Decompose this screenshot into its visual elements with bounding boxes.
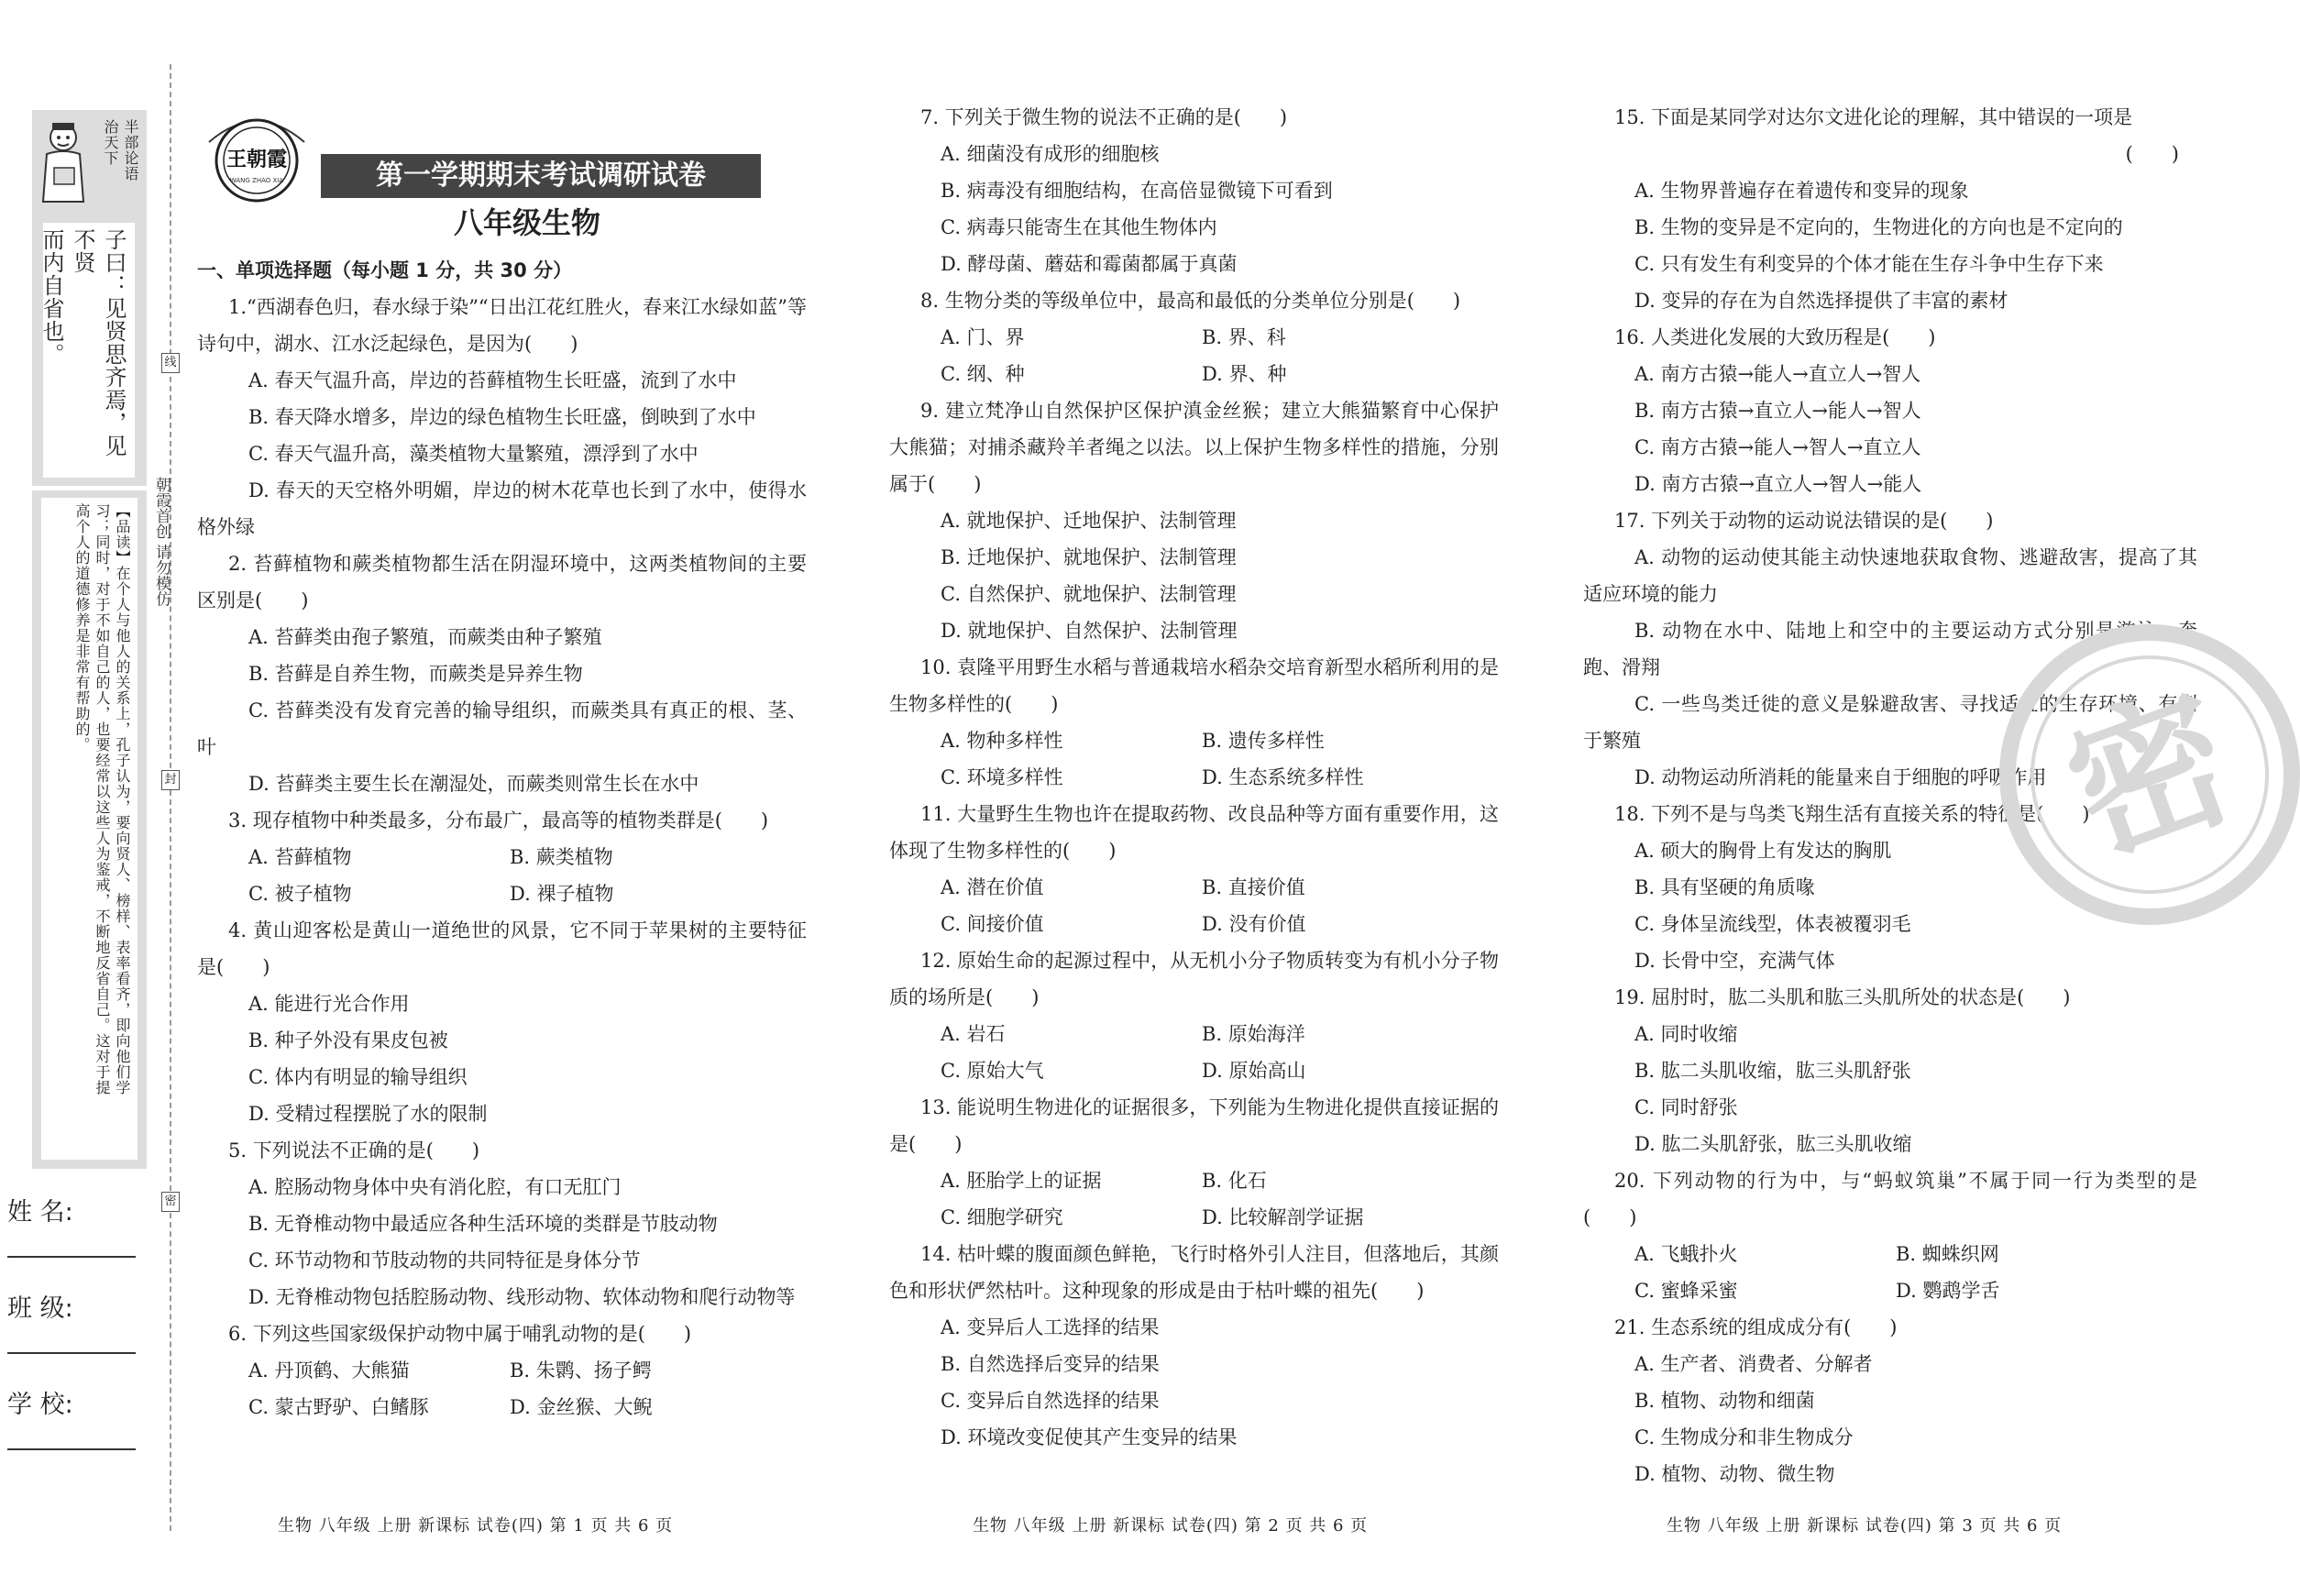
- option-text: D. 环境改变促使其产生变异的结果: [941, 1426, 1238, 1448]
- option-text: A. 就地保护、迁地保护、法制管理: [941, 510, 1237, 532]
- option-text: D. 南方古猿→直立人→智人→能人: [1634, 473, 1922, 495]
- question-stem: 15. 下面是某同学对达尔文进化论的理解，其中错误的一项是: [1614, 106, 2133, 128]
- option-text: C. 只有发生有利变异的个体才能在生存斗争中生存下来: [1634, 253, 2104, 275]
- option-row: [889, 906, 1499, 942]
- seal-label-seal: 封: [161, 770, 180, 790]
- option-text: D. 苔藓类主要生长在潮湿处，而蕨类则常生长在水中: [248, 773, 699, 795]
- option-row: [889, 1052, 1499, 1089]
- question-column-1: [197, 252, 807, 1425]
- option-text: A. 细菌没有成形的细胞核: [941, 143, 1160, 165]
- scholar-illustration: [38, 117, 93, 209]
- option-text: B. 春天降水增多，岸边的绿色植物生长旺盛，倒映到了水中: [248, 406, 756, 428]
- svg-text:WANG ZHAO XIA: WANG ZHAO XIA: [229, 177, 284, 184]
- option-label: C. 一些鸟类迁徙的意义是躲避敌害、寻找适宜的生存环境、有利于繁殖: [1583, 693, 2197, 752]
- question-stem: 20. 下列动物的行为中，与“蚂蚁筑巢”不属于同一行为类型的是( ): [1583, 1170, 2197, 1228]
- option-row: [197, 875, 807, 912]
- class-underline: [7, 1352, 136, 1354]
- svg-text:密: 密: [2045, 664, 2255, 888]
- svg-text:王朝霞: 王朝霞: [226, 148, 288, 171]
- option-row: [197, 1389, 807, 1425]
- option-text: B. 具有坚硬的角质喙: [1634, 876, 1815, 898]
- option-text: C. 间接价值: [941, 913, 1044, 935]
- question-stem: 16. 人类进化发展的大致历程是( ): [1614, 326, 1936, 348]
- option-text: [197, 472, 807, 545]
- option-text: D. 界、种: [1202, 363, 1287, 385]
- option-text: D. 裸子植物: [510, 883, 614, 905]
- option-text: D. 金丝猴、大鲵: [510, 1396, 653, 1418]
- question-stem: 5. 下列说法不正确的是( ): [228, 1139, 480, 1161]
- quote-panel: [32, 215, 147, 486]
- option-text: D. 变异的存在为自然选择提供了丰富的素材: [1634, 290, 2008, 312]
- option-text: B. 肱二头肌收缩，肱三头肌舒张: [1634, 1060, 1911, 1082]
- option-text: B. 自然选择后变异的结果: [941, 1353, 1160, 1375]
- option-text: C. 南方古猿→能人→智人→直立人: [1634, 436, 1921, 458]
- exam-subtitle: 八年级生物: [454, 205, 601, 240]
- option-text: C. 被子植物: [248, 883, 352, 905]
- quote-text: 子曰：见贤思齐焉，见不贤 而内自省也。: [43, 223, 135, 478]
- name-label: 姓 名:: [7, 1198, 73, 1227]
- option-text: B. 种子外没有果皮包被: [248, 1029, 448, 1051]
- option-text: C. 变异后自然选择的结果: [941, 1390, 1160, 1412]
- option-text: A. 苔藓类由孢子繁殖，而蕨类由种子繁殖: [248, 626, 602, 648]
- page-footer-1: 生物 八年级 上册 新课标 试卷(四) 第 1 页 共 6 页: [278, 1516, 674, 1535]
- question-stem: 3. 现存植物中种类最多，分布最广，最高等的植物类群是( ): [228, 809, 769, 831]
- question-stem: 7. 下列关于微生物的说法不正确的是( ): [920, 106, 1288, 128]
- option-text: A. 硕大的胸骨上有发达的胸肌: [1634, 840, 1892, 862]
- option-text: D. 没有价值: [1202, 913, 1306, 935]
- option-text: C. 同时舒张: [1634, 1096, 1738, 1118]
- option-text: C. 纲、种: [941, 363, 1025, 385]
- exam-title: 第一学期期末考试调研试卷: [321, 154, 761, 198]
- option-row: [889, 722, 1499, 759]
- name-underline: [7, 1256, 136, 1258]
- option-text: C. 环境多样性: [941, 766, 1063, 788]
- question-stem: 2. 苔藓植物和蕨类植物都生活在阴湿环境中，这两类植物间的主要区别是( ): [197, 553, 807, 611]
- option-text: B. 蜘蛛织网: [1896, 1243, 1999, 1265]
- option-text: D. 鹦鹉学舌: [1896, 1280, 2000, 1302]
- option-text: A. 飞蛾扑火: [1634, 1243, 1738, 1265]
- option-text: A. 变异后人工选择的结果: [941, 1316, 1160, 1338]
- question-stem: 13. 能说明生物进化的证据很多，下列能为生物进化提供直接证据的是( ): [889, 1096, 1499, 1155]
- option-text: A. 门、界: [941, 326, 1025, 348]
- option-text: D. 比较解剖学证据: [1202, 1206, 1364, 1228]
- question-stem: 12. 原始生命的起源过程中，从无机小分子物质转变为有机小分子物质的场所是( ): [889, 950, 1499, 1008]
- option-text: B. 朱鹮、扬子鳄: [510, 1359, 652, 1381]
- option-text: B. 化石: [1202, 1170, 1267, 1192]
- question-stem: 14. 枯叶蝶的腹面颜色鲜艳，飞行时格外引人注目，但落地后，其颜色和形状俨然枯叶。这种现象的形成是由于枯叶蝶的祖先( ): [889, 1243, 1499, 1302]
- question-stem: 21. 生态系统的组成成分有( ): [1614, 1316, 1898, 1338]
- option-text: C. 环节动物和节肢动物的共同特征是身体分节: [248, 1249, 641, 1271]
- question-stem: 4. 黄山迎客松是黄山一道绝世的风景，它不同于苹果树的主要特征是( ): [197, 919, 807, 978]
- option-text: B. 南方古猿→直立人→能人→智人: [1634, 400, 1921, 422]
- option-text: B. 蕨类植物: [510, 846, 613, 868]
- option-text: B. 原始海洋: [1202, 1023, 1305, 1045]
- option-text: A. 生物界普遍存在着遗传和变异的现象: [1634, 180, 1969, 202]
- option-text: B. 植物、动物和细菌: [1634, 1390, 1815, 1412]
- option-text: B. 迁地保护、就地保护、法制管理: [941, 546, 1237, 568]
- option-text: [197, 692, 807, 765]
- option-text: C. 蒙古野驴、白鳍豚: [248, 1396, 429, 1418]
- option-text: D. 动物运动所消耗的能量来自于细胞的呼吸作用: [1634, 766, 2047, 788]
- option-text: A. 同时收缩: [1634, 1023, 1738, 1045]
- question-stem: 8. 生物分类的等级单位中，最高和最低的分类单位分别是( ): [920, 290, 1461, 312]
- motto-panel: [32, 110, 147, 215]
- question-stem: 1.“西湖春色归，春水绿于染”“日出江花红胜火，春来江水绿如蓝”等诗句中，湖水、江水泛起绿色，是因为( ): [197, 296, 807, 355]
- option-text: C. 病毒只能寄生在其他生物体内: [941, 216, 1217, 238]
- option-text: A. 岩石: [941, 1023, 1006, 1045]
- seal-label-secret: 密: [161, 1192, 180, 1212]
- answer-bracket: ( ): [2125, 143, 2179, 165]
- option-text: D. 长骨中空，充满气体: [1634, 950, 1835, 972]
- option-text: A. 潜在价值: [941, 876, 1044, 898]
- option-text: C. 身体呈流线型，体表被覆羽毛: [1634, 913, 1911, 935]
- page-footer-3: 生物 八年级 上册 新课标 试卷(四) 第 3 页 共 6 页: [1667, 1516, 2063, 1535]
- option-text: C. 原始大气: [941, 1060, 1044, 1082]
- class-field[interactable]: [7, 1288, 136, 1324]
- section-heading: 一、单项选择题（每小题 1 分，共 30 分）: [197, 259, 573, 281]
- option-text: D. 植物、动物、微生物: [1634, 1463, 1835, 1485]
- name-field[interactable]: [7, 1192, 136, 1227]
- copyright-note: 朝霞首创 请勿模仿: [152, 477, 171, 607]
- option-row: [1583, 1236, 2197, 1272]
- option-text: B. 病毒没有细胞结构，在高倍显微镜下可看到: [941, 180, 1333, 202]
- question-stem: 19. 屈肘时，肱二头肌和肱三头肌所处的状态是( ): [1614, 986, 2071, 1008]
- option-text: B. 遗传多样性: [1202, 730, 1325, 752]
- option-text: A. 春天气温升高，岸边的苔藓植物生长旺盛，流到了水中: [248, 369, 737, 391]
- option-text: A. 丹顶鹤、大熊猫: [248, 1359, 410, 1381]
- option-row: [889, 869, 1499, 906]
- option-text: B. 生物的变异是不定向的，生物进化的方向也是不定向的: [1634, 216, 2123, 238]
- option-text: B. 界、科: [1202, 326, 1286, 348]
- option-label: D. 春天的天空格外明媚，岸边的树木花草也长到了水中，使得水格外绿: [197, 479, 807, 538]
- reading-text: 【品读】在个人与他人的关系上，孔子认为，要向贤人、榜样、表率看齐，即向他们学 习；同时，对于不如自己的人，也要经常以这些人为鉴戒，不断地反省自己。这对于提 高个人的道德修养是非常有帮助的。: [41, 498, 138, 1160]
- option-row: [889, 1162, 1499, 1199]
- option-text: A. 南方古猿→能人→直立人→智人: [1634, 363, 1921, 385]
- reading-panel: [32, 490, 147, 1169]
- school-underline: [7, 1448, 136, 1450]
- question-stem: 6. 下列这些国家级保护动物中属于哺乳动物的是( ): [228, 1323, 692, 1345]
- class-label: 班 级:: [7, 1294, 73, 1323]
- option-row: [889, 1016, 1499, 1052]
- question-stem: 17. 下列关于动物的运动说法错误的是( ): [1614, 510, 1994, 532]
- option-text: D. 酵母菌、蘑菇和霉菌都属于真菌: [941, 253, 1238, 275]
- option-row: [889, 759, 1499, 796]
- school-label: 学 校:: [7, 1391, 73, 1419]
- school-field[interactable]: [7, 1384, 136, 1420]
- option-text: A. 腔肠动物身体中央有消化腔，有口无肛门: [248, 1176, 622, 1198]
- option-text: C. 春天气温升高，藻类植物大量繁殖，漂浮到了水中: [248, 443, 699, 465]
- option-text: D. 生态系统多样性: [1202, 766, 1364, 788]
- question-stem: 18. 下列不是与鸟类飞翔生活有直接关系的特征是( ): [1614, 803, 2090, 825]
- option-text: B. 直接价值: [1202, 876, 1305, 898]
- option-text: A. 物种多样性: [941, 730, 1063, 752]
- option-text: [1583, 539, 2197, 612]
- option-text: D. 就地保护、自然保护、法制管理: [941, 620, 1238, 642]
- option-text: D. 原始高山: [1202, 1060, 1306, 1082]
- option-text: A. 能进行光合作用: [248, 993, 410, 1015]
- option-label: B. 动物在水中、陆地上和空中的主要运动方式分别是游泳、奔跑、滑翔: [1583, 620, 2197, 678]
- option-label: D. 无脊椎动物包括腔肠动物、线形动物、软体动物和爬行动物等: [248, 1286, 796, 1308]
- seal-line: [170, 64, 171, 1531]
- option-text: C. 细胞学研究: [941, 1206, 1063, 1228]
- motto-text: 半部论语 治天下: [102, 119, 139, 182]
- option-text: D. 肱二头肌舒张，肱三头肌收缩: [1634, 1133, 1912, 1155]
- option-text: [197, 1279, 807, 1315]
- question-stem: 11. 大量野生生物也许在提取药物、改良品种等方面有重要作用，这体现了生物多样性的( ): [889, 803, 1499, 862]
- option-row: [197, 839, 807, 875]
- option-row: [889, 1199, 1499, 1236]
- option-row: [889, 319, 1499, 356]
- question-stem: 10. 袁隆平用野生水稻与普通栽培水稻杂交培育新型水稻所利用的是生物多样性的( ): [889, 656, 1499, 715]
- option-text: D. 受精过程摆脱了水的限制: [248, 1103, 488, 1125]
- option-text: B. 苔藓是自养生物，而蕨类是异养生物: [248, 663, 583, 685]
- option-label: C. 苔藓类没有发育完善的输导组织，而蕨类具有真正的根、茎、叶: [197, 699, 807, 758]
- page-footer-2: 生物 八年级 上册 新课标 试卷(四) 第 2 页 共 6 页: [973, 1516, 1369, 1535]
- option-row: [1583, 1272, 2197, 1309]
- option-row: [197, 1352, 807, 1389]
- option-text: A. 胚胎学上的证据: [941, 1170, 1102, 1192]
- brand-logo: [202, 105, 312, 206]
- option-label: A. 动物的运动使其能主动快速地获取食物、逃避敌害，提高了其适应环境的能力: [1583, 546, 2197, 605]
- option-text: C. 体内有明显的输导组织: [248, 1066, 468, 1088]
- option-text: C. 生物成分和非生物成分: [1634, 1426, 1854, 1448]
- option-text: B. 无脊椎动物中最适应各种生活环境的类群是节肢动物: [248, 1213, 718, 1235]
- option-text: A. 生产者、消费者、分解者: [1634, 1353, 1873, 1375]
- question-column-2: [889, 99, 1499, 1456]
- option-text: A. 苔藓植物: [248, 846, 352, 868]
- option-row: [889, 356, 1499, 392]
- seal-label-line: 线: [161, 353, 180, 373]
- left-sidebar: [28, 101, 147, 1458]
- option-text: C. 蜜蜂采蜜: [1634, 1280, 1738, 1302]
- question-stem: 9. 建立梵净山自然保护区保护滇金丝猴；建立大熊猫繁育中心保护大熊猫；对捕杀藏羚羊者绳之以法。以上保护生物多样性的措施，分别属于( ): [889, 400, 1499, 495]
- option-text: C. 自然保护、就地保护、法制管理: [941, 583, 1237, 605]
- confidential-stamp: [1998, 623, 2300, 926]
